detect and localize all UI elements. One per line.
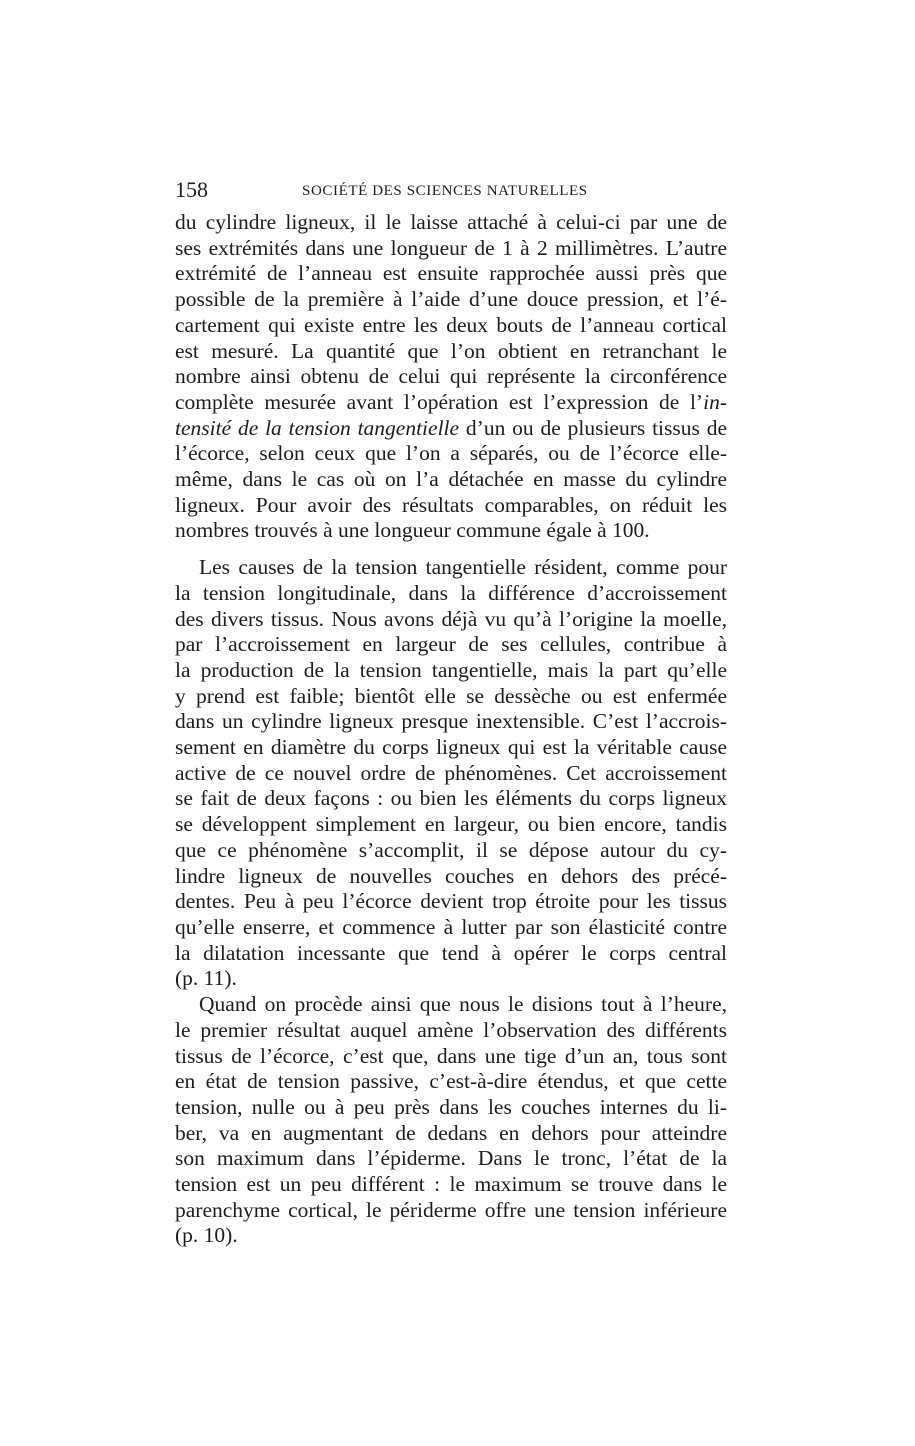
text-line: extrémité de l’anneau est ensuite rapprochée aussi près que <box>175 261 727 286</box>
text-line: complète mesurée avant l’opération est l’expression de l’in- <box>175 389 727 414</box>
text-line: se fait de deux façons : ou bien les éléments du corps ligneux <box>175 786 727 811</box>
text-line: ligneux. Pour avoir des résultats comparables, on réduit les <box>175 492 727 517</box>
text-line: active de ce nouvel ordre de phénomènes. Cet accroissement <box>175 760 727 785</box>
text-line: son maximum dans l’épiderme. Dans le tronc, l’état de la <box>175 1146 727 1171</box>
text-line: par l’accroissement en largeur de ses cellules, contribue à <box>175 632 727 657</box>
text-line: que ce phénomène s’accomplit, il se dépose autour du cy- <box>175 837 727 862</box>
text-line: lindre ligneux de nouvelles couches en dehors des précé- <box>175 863 727 888</box>
text-line: du cylindre ligneux, il le laisse attaché à celui-ci par une de <box>175 210 727 234</box>
text-line: se développent simplement en largeur, ou bien encore, tandis <box>175 812 727 837</box>
text-line: qu’elle enserre, et commence à lutter par son élasticité contre <box>175 914 727 939</box>
text-line: des divers tissus. Nous avons déjà vu qu’à l’origine la moelle, <box>175 606 727 631</box>
text-line: parenchyme cortical, le périderme offre une tension inférieure <box>175 1197 727 1222</box>
text-line: cartement qui existe entre les deux bouts de l’anneau cortical <box>175 312 727 337</box>
text-line: (p. 10). <box>175 1223 238 1248</box>
text-line: (p. 11). <box>175 966 237 991</box>
text-line: possible de la première à l’aide d’une douce pression, et l’é- <box>175 287 727 312</box>
text-line: le premier résultat auquel amène l’observation des différents <box>175 1017 727 1042</box>
text-line: la production de la tension tangentielle, mais la part qu’elle <box>175 657 727 682</box>
text-line: sement en diamètre du corps ligneux qui est la véritable cause <box>175 735 727 760</box>
text-line: la tension longitudinale, dans la différence d’accroissement <box>175 580 727 605</box>
text-line: ses extrémités dans une longueur de 1 à 2 millimètres. L’autre <box>175 235 727 260</box>
paragraph-3 <box>175 992 727 1249</box>
running-title: SOCIÉTÉ DES SCIENCES NATURELLES <box>302 183 588 199</box>
text-line: tension est un peu différent : le maximum se trouve dans le <box>175 1172 727 1197</box>
paragraph-1 <box>175 210 727 544</box>
text-line: y prend est faible; bientôt elle se dessèche ou est enfermée <box>175 683 727 708</box>
text-line: la dilatation incessante que tend à opérer le corps central <box>175 940 727 965</box>
text-line: nombre ainsi obtenu de celui qui représente la circonférence <box>175 364 727 389</box>
page-number: 158 <box>175 177 208 202</box>
text-line: tissus de l’écorce, c’est que, dans une tige d’un an, tous sont <box>175 1043 727 1068</box>
text-line: l’écorce, selon ceux que l’on a séparés, ou de l’écorce elle- <box>175 441 727 466</box>
text-line: en état de tension passive, c’est-à-dire étendus, et que cette <box>175 1069 727 1094</box>
text-line: dentes. Peu à peu l’écorce devient trop étroite pour les tissus <box>175 889 727 914</box>
text-line: ber, va en augmentant de dedans en dehors pour atteindre <box>175 1120 727 1145</box>
text-line: est mesuré. La quantité que l’on obtient en retranchant le <box>175 338 727 363</box>
text-line: Les causes de la tension tangentielle résident, comme pour <box>199 555 727 580</box>
running-header <box>175 176 727 206</box>
text-line: nombres trouvés à une longueur commune égale à 100. <box>175 518 650 543</box>
text-line: tensité de la tension tangentielle d’un ou de plusieurs tissus de <box>175 415 727 440</box>
text-line: Quand on procède ainsi que nous le disions tout à l’heure, <box>199 992 727 1017</box>
paragraph-2 <box>175 555 727 992</box>
text-line: même, dans le cas où on l’a détachée en masse du cylindre <box>175 467 727 492</box>
body-text <box>175 210 727 1249</box>
text-line: dans un cylindre ligneux presque inextensible. C’est l’accrois- <box>175 709 727 734</box>
text-line: tension, nulle ou à peu près dans les couches internes du li- <box>175 1094 727 1119</box>
